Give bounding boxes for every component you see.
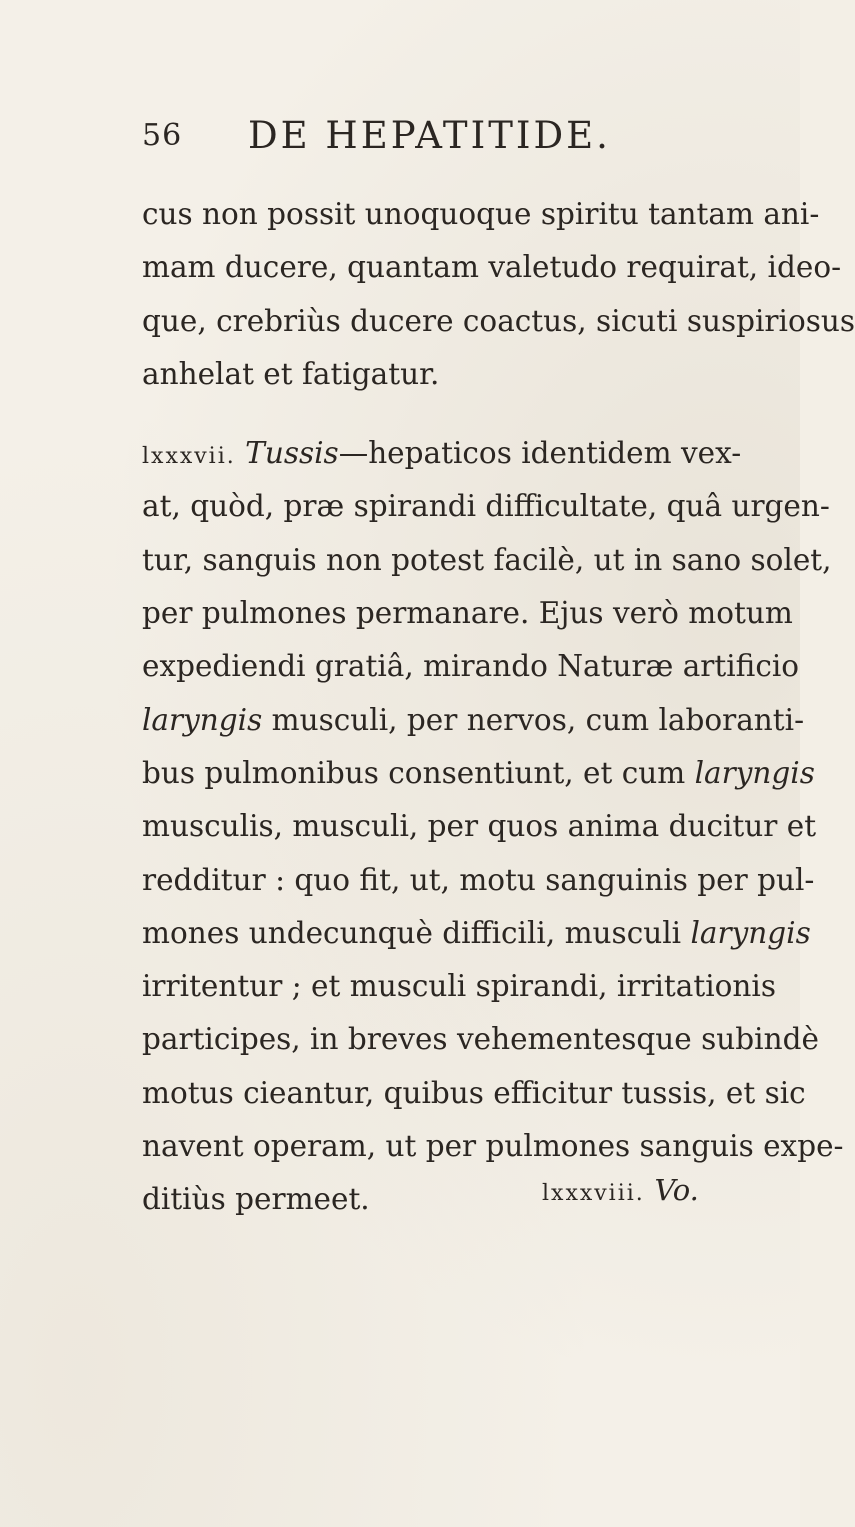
paragraph-gap xyxy=(142,401,762,427)
text-line: participes, in breves vehementesque subindè xyxy=(142,1022,819,1057)
italic-word: laryngis xyxy=(142,702,263,737)
text-fragment: mones undecunquè difficili, musculi xyxy=(142,915,691,950)
page-header xyxy=(0,108,800,158)
text-line: expediendi gratiâ, mirando Naturæ artificio xyxy=(142,649,800,684)
text-line: redditur : quo fit, ut, motu sanguinis per pul- xyxy=(142,862,815,897)
catchword-word: Vo. xyxy=(654,1173,699,1207)
text-line xyxy=(142,427,762,480)
text-line: tur, sanguis non potest facilè, ut in sano solet, xyxy=(142,542,832,577)
body-text xyxy=(142,188,855,1227)
catchword-section: lxxxviii. xyxy=(542,1181,645,1206)
section-title: Tussis xyxy=(245,436,339,471)
text-line xyxy=(142,907,811,960)
italic-word: laryngis xyxy=(694,755,815,790)
running-title: DE HEPATITIDE. xyxy=(248,114,611,157)
text-line: anhelat et fatigatur. xyxy=(142,356,440,391)
section-number: lxxxvii. xyxy=(142,444,236,470)
italic-word: laryngis xyxy=(690,915,811,950)
text-line: cus non possit unoquoque spiritu tantam ani- xyxy=(142,197,820,231)
text-line: irritentur ; et musculi spirandi, irritationis xyxy=(142,969,776,1004)
text-line xyxy=(142,694,805,747)
catchword xyxy=(542,1173,699,1207)
text-line: ditiùs permeet. xyxy=(142,1182,370,1217)
text-line: que, crebriùs ducere coactus, sicuti suspiriosus xyxy=(142,303,855,338)
text-line xyxy=(142,747,815,800)
text-line: per pulmones permanare. Ejus verò motum xyxy=(142,596,793,631)
text-fragment: bus pulmonibus consentiunt, et cum xyxy=(142,755,695,790)
text-fragment: —hepaticos identidem vex- xyxy=(338,436,742,471)
text-line: navent operam, ut per pulmones sanguis expe- xyxy=(142,1129,844,1164)
text-line: at, quòd, præ spirandi difficultate, quâ urgen- xyxy=(142,489,830,524)
text-line: musculis, musculi, per quos anima ducitur et xyxy=(142,809,817,844)
text-fragment: musculi, per nervos, cum laboranti- xyxy=(262,702,805,737)
text-line: mam ducere, quantam valetudo requirat, ideo- xyxy=(142,250,842,285)
page-number: 56 xyxy=(142,118,183,153)
text-line: motus cieantur, quibus efficitur tussis, et sic xyxy=(142,1075,806,1110)
